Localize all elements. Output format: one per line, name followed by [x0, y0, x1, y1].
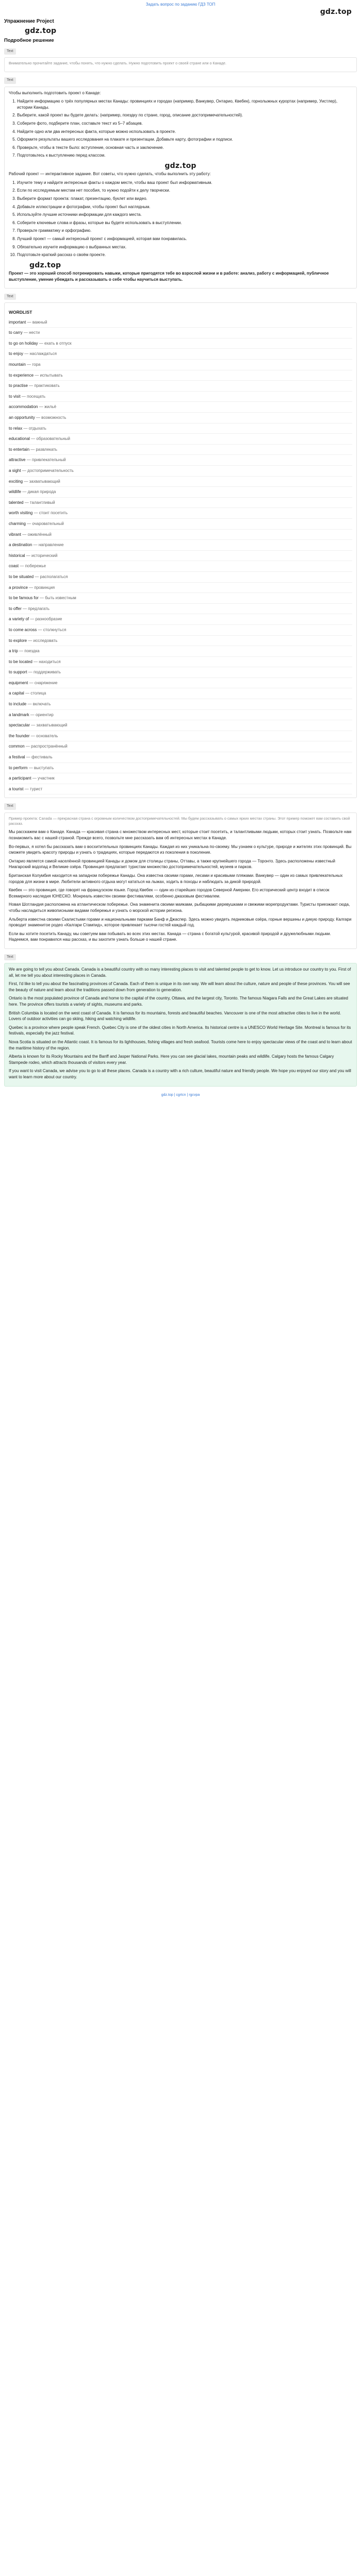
example-text: [9, 967, 352, 1080]
essay-paragraph: Если вы хотите посетить Канаду, мы советуем вам побывать во всех этих местах. Канада — страна с богатой культурой, красивой природой и дружелюбными людьми. Надеемся, вам понравился наш рассказ, и вы захотите узнать больше о нашей стране.: [9, 931, 331, 942]
vocab-item: [9, 328, 352, 338]
plan-step: 2. Выберите, какой проект вы будете делать: (например, поездку по стране, город, описание достопримечательностей).: [17, 112, 352, 118]
essay-paragraph: Alberta is known for its Rocky Mountains and the Banff and Jasper National Parks. Here you can see glacial lakes, mountain peaks and wildlife. Calgary hosts the famous Calgary Stampede rodeo, which attracts thousands of visitors every year.: [9, 1054, 334, 1065]
vocab-item: [9, 540, 352, 551]
advice-steps: [9, 180, 352, 258]
vocab-word: to relax: [9, 426, 23, 431]
watermark: gdz.top: [29, 261, 61, 269]
vocab-item: [9, 572, 352, 583]
vocab-word: a festival: [9, 755, 25, 760]
advice-step: 1. Изучите тему и найдите интересные факты о каждом месте, чтобы ваш проект был информативным.: [17, 180, 352, 186]
vocab-item: [9, 519, 352, 530]
essay-paragraph: Мы расскажем вам о Канаде. Канада — красивая страна с множеством интересных мест, которые стоит посетить, и талантливыми людьми, которых стоит узнать. Позвольте нам познакомить вас с нашей страной. Прежде всего, позвольте мне рассказать вам об интересных местах в Канаде.: [9, 829, 352, 841]
vocab-item: [9, 455, 352, 466]
section-badge: Text: [4, 954, 16, 960]
vocab-translation: дикая природа: [27, 489, 56, 495]
plan-card: [4, 87, 357, 289]
ask-question-link[interactable]: Задать вопрос по заданию ГДЗ ТОП: [145, 2, 216, 7]
vocab-item: [9, 657, 352, 668]
vocab-word: to practise: [9, 383, 28, 388]
plan-step: 3. Соберите фото, подберите план, составьте текст из 5–7 абзацев.: [17, 121, 352, 127]
vocab-translation: практиковать: [34, 383, 60, 388]
vocab-translation: столкнуться: [43, 627, 67, 632]
vocab-word: a trip: [9, 649, 18, 654]
vocab-separator: —: [19, 564, 25, 569]
vocab-word: a sight: [9, 468, 21, 473]
vocab-heading: WORDLIST: [9, 310, 32, 315]
vocab-word: a capital: [9, 691, 24, 696]
vocab-separator: —: [27, 585, 35, 590]
translation-card: [4, 812, 357, 949]
footer-links[interactable]: gdz.top | cgrtcn | rgcvpa: [161, 1093, 200, 1097]
vocab-word: equipment: [9, 680, 28, 685]
watermark: gdz.top: [320, 8, 352, 16]
vocab-separator: —: [29, 712, 36, 717]
vocab-separator: —: [29, 617, 36, 622]
vocab-separator: —: [22, 426, 29, 431]
vocab-item: [9, 784, 352, 795]
vocab-separator: —: [32, 543, 39, 548]
vocab-word: charming: [9, 521, 26, 526]
advice-intro: Рабочий проект — интерактивное задание. Вот советы, что нужно сделать, чтобы выполнить эту работу:: [9, 172, 211, 177]
vocab-word: a participant: [9, 776, 31, 781]
essay-paragraph: Онтарио является самой населённой провинцией Канады и домом для столицы страны, Оттавы, а также крупнейшего города — Торонто. Здесь расположены известный Ниагарский водопад и Великие озёра. Провинция предлагает туристам множество достопримечательностей, музеев и парков.: [9, 858, 336, 870]
advice-step: 6. Соберите ключевые слова и фразы, которые вы будете использовать в выступлении.: [17, 220, 352, 226]
vocab-item: [9, 402, 352, 413]
vocab-translation: достопримечательность: [27, 468, 74, 473]
vocab-separator: —: [22, 330, 29, 335]
vocab-separator: —: [23, 500, 30, 505]
vocab-translation: распространённый: [31, 744, 68, 749]
section-badge: Text: [4, 803, 16, 809]
vocab-word: to come across: [9, 627, 37, 632]
vocab-separator: —: [25, 362, 32, 367]
vocab-item: [9, 678, 352, 689]
essay-paragraph: If you want to visit Canada, we advise you to go to all these places. Canada is a country with a rich culture, beautiful nature and friendly people. We hope you enjoyed our story and you will want to learn more about our country.: [9, 1069, 351, 1079]
vocab-separator: —: [21, 468, 28, 473]
vocab-item: [9, 646, 352, 657]
vocab-separator: —: [25, 553, 32, 558]
vocab-item: [9, 604, 352, 615]
plan-step: 5. Оформите результаты вашего исследования на плакате и презентации. Добавьте карту, фотографии и подписи.: [17, 137, 352, 143]
vocab-word: to explore: [9, 638, 27, 643]
vocab-item: [9, 636, 352, 647]
advice-step: 3. Выберите формат проекта: плакат, презентацию, буклет или видео.: [17, 196, 352, 202]
vocab-word: vibrant: [9, 532, 22, 537]
vocab-translation: посещать: [27, 394, 46, 399]
vocab-translation: талантливый: [29, 500, 55, 505]
vocab-word: mountain: [9, 362, 26, 367]
plan-intro: Чтобы выполнить подготовить проект о Канаде:: [9, 90, 101, 95]
vocab-separator: —: [24, 691, 31, 696]
vocab-word: to entertain: [9, 447, 30, 452]
vocab-word: coast: [9, 564, 19, 569]
page: [0, 0, 361, 1102]
task-text: Внимательно прочитайте задание, чтобы понять, что нужно сделать. Нужно подготовить проект о своей стране или о Канаде.: [9, 61, 226, 65]
section-badge: Text: [4, 48, 16, 55]
vocab-item: [9, 699, 352, 710]
vocab-item: [9, 625, 352, 636]
vocab-item: [9, 731, 352, 742]
watermark: gdz.top: [25, 26, 57, 35]
vocab-separator: —: [38, 404, 44, 410]
vocab-item: [9, 487, 352, 498]
vocab-word: wildlife: [9, 489, 22, 495]
essay-paragraph: British Columbia is located on the west coast of Canada. It is famous for its mountains, forests and beautiful beaches. Vancouver is one of the most attractive cities to live in the world. Lovers of outdoor activities can go skiing, hiking and watching wildlife.: [9, 1010, 341, 1022]
vocab-word: an opportunity: [9, 415, 35, 420]
vocab-item: [9, 763, 352, 774]
vocab-translation: турист: [29, 786, 43, 791]
vocab-item: [9, 413, 352, 423]
vocab-translation: выступать: [34, 765, 54, 770]
vocab-translation: участник: [38, 776, 55, 781]
vocab-word: to enjoy: [9, 351, 24, 357]
vocab-list: [9, 317, 352, 795]
vocab-item: [9, 741, 352, 752]
vocab-separator: —: [29, 733, 36, 738]
vocab-separator: —: [31, 776, 38, 781]
vocab-word: to include: [9, 702, 27, 707]
vocab-word: a variety of: [9, 617, 29, 622]
vocab-translation: побережье: [25, 564, 46, 569]
vocab-separator: —: [35, 415, 42, 420]
vocab-separator: —: [27, 765, 34, 770]
vocab-separator: —: [27, 383, 35, 388]
vocab-separator: —: [28, 680, 35, 685]
essay-paragraph: Новая Шотландия расположена на атлантическом побережье. Она знаменита своими маяками, рыбацкими деревушками и свежими морепродуктами. Туристы приезжают сюда, чтобы насладиться живописными видами побережья и узнать о морской истории региона.: [9, 902, 350, 913]
vocab-word: the founder: [9, 733, 30, 738]
vocab-translation: испытывать: [40, 372, 63, 378]
vocab-word: to go on holiday: [9, 341, 38, 346]
vocab-translation: исторический: [31, 553, 58, 558]
vocab-translation: стоит посетить: [39, 511, 68, 516]
vocab-separator: —: [23, 351, 30, 357]
vocab-separator: —: [26, 702, 33, 707]
vocab-separator: —: [29, 723, 37, 728]
vocab-card: [4, 302, 357, 798]
vocab-separator: —: [18, 649, 25, 654]
vocab-translation: фестиваль: [31, 755, 53, 760]
vocab-translation: исследовать: [33, 638, 58, 643]
task-card: [4, 57, 357, 72]
vocab-item: [9, 370, 352, 381]
essay-paragraph: Ontario is the most populated province of Canada and home to the capital of the country, Ottawa, and the largest city, Toronto. The famous Niagara Falls and the Great Lakes are situated here. The province offers tourists a variety of sights, museums and parks.: [9, 996, 349, 1007]
watermark: gdz.top: [165, 161, 196, 170]
vocab-item: [9, 317, 352, 328]
plan-steps: [9, 98, 352, 159]
vocab-word: a tourist: [9, 786, 24, 791]
advice-step: 9. Обязательно изучите информацию о выбранных местах.: [17, 244, 352, 250]
essay-paragraph: Альберта известна своими Скалистыми горами и национальными парками Банф и Джаспер. Здесь можно увидеть ледниковые озёра, горные вершины и дикую природу. Калгари проводит знаменитое родео «Калгари Стампид», которое привлекает тысячи гостей каждый год.: [9, 917, 352, 928]
vocab-item: [9, 551, 352, 562]
vocab-item: [9, 434, 352, 445]
vocab-translation: гора: [32, 362, 41, 367]
vocab-separator: —: [27, 670, 34, 675]
vocab-item: [9, 381, 352, 392]
vocab-separator: —: [34, 574, 40, 579]
page-subtitle: Подробное решение: [4, 38, 54, 44]
vocab-item: [9, 561, 352, 572]
vocab-item: [9, 614, 352, 625]
vocab-translation: столица: [30, 691, 46, 696]
vocab-translation: нести: [29, 330, 40, 335]
section-badge: Text: [4, 77, 16, 83]
conclusion-text: Проект — это хороший способ потренировать навыки, которые пригодятся тебе во взрослой жизни и в работе: анализ, работу с информацией, публичное выступление, умение убеждать и рассказывать о себе чтобы научиться выступать.: [9, 271, 329, 282]
vocab-word: exciting: [9, 479, 23, 484]
vocab-translation: разнообразие: [35, 617, 62, 622]
vocab-translation: оживлённый: [27, 532, 52, 537]
vocab-separator: —: [26, 319, 32, 325]
vocab-word: attractive: [9, 457, 26, 463]
vocab-translation: провинция: [34, 585, 55, 590]
vocab-translation: отдыхать: [28, 426, 46, 431]
vocab-item: [9, 530, 352, 540]
advice-step: 5. Используйте лучшие источники информации для каждого места.: [17, 212, 352, 218]
advice-step: 4. Добавьте иллюстрации и фотографии, чтобы проект был наглядным.: [17, 204, 352, 210]
vocab-separator: —: [32, 511, 39, 516]
advice-step: 7. Проверьте грамматику и орфографию.: [17, 228, 352, 234]
vocab-separator: —: [24, 744, 31, 749]
vocab-translation: жильё: [44, 404, 57, 410]
vocab-translation: поддерживать: [34, 670, 61, 675]
vocab-translation: захватывающий: [36, 723, 68, 728]
vocab-item: [9, 423, 352, 434]
vocab-item: [9, 392, 352, 402]
vocab-separator: —: [37, 627, 43, 632]
vocab-item: [9, 688, 352, 699]
vocab-translation: образовательный: [36, 436, 70, 442]
essay-paragraph: Квебек — это провинция, где говорят на французском языке. Город Квебек — один из старейших городов Северной Америки. Его исторический центр входит в список Всемирного наследия ЮНЕСКО. Монреаль известен своими фестивалями, особенно джазовым фестивалем.: [9, 888, 330, 899]
essay-paragraph: We are going to tell you about Canada. Canada is a beautiful country with so many interesting places to visit and talented people to get to know. Let us introduce our country to you. First of all, let me tell you about interesting places in Canada.: [9, 967, 351, 978]
plan-step: 7. Подготовьтесь к выступлению перед классом.: [17, 152, 352, 159]
essay-paragraph: First, I'd like to tell you about the fascinating provinces of Canada. Each of them is unique in its own way. We will learn about the culture, nature and people of these provinces. You will see the beauty of nature and learn about the traditions passed down from generation to generation.: [9, 981, 350, 992]
vocab-word: spectacular: [9, 723, 30, 728]
vocab-separator: —: [34, 372, 40, 378]
plan-step: 6. Проверьте, чтобы в тексте было: вступление, основная часть и заключение.: [17, 145, 352, 151]
vocab-translation: основатель: [36, 733, 58, 738]
vocab-item: [9, 360, 352, 370]
advice-step: 8. Лучший проект — самый интересный проект с информацией, которая вам понравилась.: [17, 236, 352, 242]
essay-paragraph: Quebec is a province where people speak French. Quebec City is one of the oldest cities in North America. Its historical centre is a UNESCO World Heritage Site. Montreal is famous for its festivals, especially the jazz festival.: [9, 1025, 351, 1036]
vocab-separator: —: [27, 638, 34, 643]
vocab-word: a landmark: [9, 712, 29, 717]
vocab-translation: ориентир: [36, 712, 54, 717]
vocab-translation: быть известным: [45, 596, 76, 601]
advice-step: 10. Подготовьте краткий рассказ о своём проекте.: [17, 252, 352, 258]
translation-text: [9, 829, 352, 943]
example-note: Пример проекта: Canada — прекрасная страна с огромным количеством достопримечательностей. Мы будем рассказывать о самых ярких местах страны. Этот пример поможет вам составить свой рассказ.: [9, 816, 350, 826]
vocab-separator: —: [20, 394, 27, 399]
vocab-item: [9, 720, 352, 731]
vocab-word: accommodation: [9, 404, 38, 410]
page-title: Упражнение Project: [4, 19, 54, 25]
vocab-word: to visit: [9, 394, 21, 399]
vocab-separator: —: [29, 436, 37, 442]
vocab-word: talented: [9, 500, 24, 505]
vocab-item: [9, 498, 352, 509]
vocab-translation: располагаться: [40, 574, 68, 579]
vocab-separator: —: [25, 755, 32, 760]
vocab-word: historical: [9, 553, 25, 558]
vocab-word: to be situated: [9, 574, 34, 579]
vocab-item: [9, 583, 352, 594]
vocab-item: [9, 593, 352, 604]
vocab-separator: —: [29, 447, 36, 452]
essay-paragraph: Британская Колумбия находится на западном побережье Канады. Она известна своими горами, лесами и красивыми пляжами. Ванкувер — один из самых привлекательных городов для жизни в мире. Любители активного отдыха могут кататься на лыжах, ходить в походы и наблюдать за дикой природой.: [9, 873, 343, 884]
vocab-word: to be located: [9, 659, 32, 664]
vocab-translation: направление: [38, 543, 64, 548]
vocab-item: [9, 667, 352, 678]
vocab-item: [9, 338, 352, 349]
vocab-item: [9, 349, 352, 360]
vocab-word: to experience: [9, 372, 34, 378]
vocab-separator: —: [38, 596, 45, 601]
vocab-item: [9, 773, 352, 784]
vocab-translation: ехать в отпуск: [44, 341, 72, 346]
vocab-translation: возможность: [41, 415, 67, 420]
example-card: [4, 963, 357, 1087]
plan-step: 1. Найдите информацию о трёх популярных местах Канады: провинциях и городах (например, Ванкувер, Онтарио, Квебек), горнолыжных курортах (например, Уистлер), истории Канады.: [17, 98, 352, 110]
vocab-word: to perform: [9, 765, 28, 770]
vocab-separator: —: [38, 341, 44, 346]
vocab-translation: поездка: [24, 649, 40, 654]
vocab-word: worth visiting: [9, 511, 33, 516]
vocab-separator: —: [21, 532, 28, 537]
vocab-translation: захватывающий: [29, 479, 60, 484]
vocab-word: to support: [9, 670, 27, 675]
vocab-translation: предлагать: [28, 606, 50, 611]
vocab-word: to be famous for: [9, 596, 39, 601]
vocab-translation: развлекать: [36, 447, 57, 452]
vocab-translation: находиться: [39, 659, 61, 664]
vocab-separator: —: [23, 786, 30, 791]
vocab-word: to offer: [9, 606, 22, 611]
vocab-item: [9, 445, 352, 455]
vocab-word: a province: [9, 585, 28, 590]
vocab-translation: важный: [32, 319, 47, 325]
vocab-item: [9, 752, 352, 763]
vocab-separator: —: [25, 521, 32, 526]
vocab-translation: привлекательный: [31, 457, 66, 463]
vocab-separator: —: [32, 659, 39, 664]
vocab-translation: включать: [32, 702, 51, 707]
vocab-translation: наслаждаться: [29, 351, 57, 357]
vocab-word: important: [9, 319, 26, 325]
vocab-item: [9, 477, 352, 487]
vocab-separator: —: [25, 457, 32, 463]
vocab-item: [9, 710, 352, 721]
vocab-word: a destination: [9, 543, 32, 548]
vocab-separator: —: [21, 489, 28, 495]
vocab-word: to carry: [9, 330, 23, 335]
vocab-item: [9, 508, 352, 519]
plan-step: 4. Найдите одно или два интересных факта, которые можно использовать в проекте.: [17, 129, 352, 135]
essay-paragraph: Nova Scotia is situated on the Atlantic coast. It is famous for its lighthouses, fishing villages and fresh seafood. Tourists come here to enjoy spectacular views of the coast and to learn about the maritime history of the region.: [9, 1040, 352, 1050]
essay-paragraph: Во-первых, я хотел бы рассказать вам о восхитительных провинциях Канады. Каждая из них уникальна по-своему. Мы узнаем о культуре, природе и жителях этих провинций. Вы сможете увидеть красоту природы и узнать о традициях, которые передаются из поколения в поколение.: [9, 844, 352, 855]
vocab-translation: очаровательный: [32, 521, 64, 526]
advice-step: 2. Если по исследуемым местам нет пособия, то нужно подойти к делу творчески.: [17, 188, 352, 194]
section-badge: Text: [4, 294, 16, 300]
vocab-separator: —: [21, 606, 28, 611]
vocab-translation: снаряжение: [34, 680, 58, 685]
vocab-word: common: [9, 744, 25, 749]
vocab-item: [9, 466, 352, 477]
vocab-word: educational: [9, 436, 30, 442]
vocab-separator: —: [23, 479, 29, 484]
